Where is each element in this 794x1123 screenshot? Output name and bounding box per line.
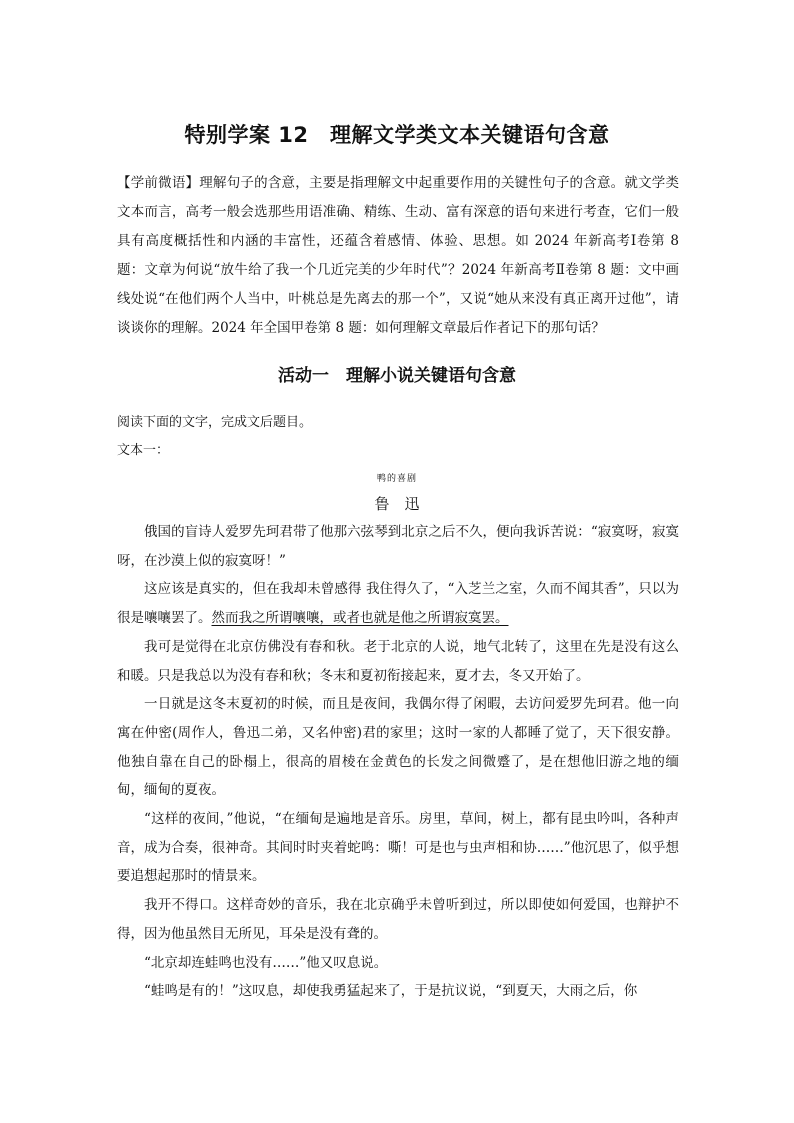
paragraph-text: 这应该是真实的，但在我却未曾感得 我住得久了，“入芝兰之室，久而不闻其香”，只以为很是嚷嚷罢了。 bbox=[117, 581, 679, 627]
underlined-sentence: 然而我之所谓嚷嚷，或者也就是他之所谓寂寞罢。 bbox=[211, 610, 509, 627]
page-title: 特别学案 12 理解文学类文本关键语句含意 bbox=[184, 123, 610, 147]
article-paragraph: 我可是觉得在北京仿佛没有春和秋。老于北京的人说，地气北转了，这里在先是没有这么和暖。只是我总以为没有春和秋；冬末和夏初衔接起来，夏才去，冬又开始了。 bbox=[117, 638, 679, 684]
article-paragraph: “北京却连蛙鸣也没有……”他又叹息说。 bbox=[144, 954, 388, 971]
activity-heading: 活动一 理解小说关键语句含意 bbox=[278, 366, 516, 386]
article-paragraph: 一日就是这冬末夏初的时候，而且是夜间，我偶尔得了闲暇，去访问爱罗先珂君。他一向寓在仲密(周作人，鲁迅二弟，又名仲密)君的家里；这时一家的人都睡了觉了，天下很安静。他独自靠在自己的卧榻上，很高的眉棱在金黄色的长发之间微蹙了，是在想他旧游之地的缅甸，缅甸的夏夜。 bbox=[117, 696, 679, 799]
article-paragraph: 我开不得口。这样奇妙的音乐，我在北京确乎未曾听到过，所以即使如何爱国，也辩护不得，因为他虽然目无所见，耳朵是没有聋的。 bbox=[117, 897, 679, 942]
article-author: 鲁 迅 bbox=[374, 495, 420, 513]
intro-text: 理解句子的含意，主要是指理解文中起重要作用的关键性句子的含意。就文学类文本而言，高考一般会选那些用语准确、精练、生动、富有深意的语句来进行考查，它们一般具有高度概括性和内涵的丰富性，还蕴含着感情、体验、思想。如 2024 年新高考Ⅰ卷第 8 题：文章为何说“放牛给了我一个几近完美的少年时代”？2024 年新高考Ⅱ卷第 8 题：文中画线处说“在他们两个人当中，叶桃总是先离去的那一个”，又说“她从来没有真正离开过他”，请谈谈你的理解。2024 年全国甲卷第 8 题：如何理解文章最后作者记下的那句话？ bbox=[117, 175, 680, 336]
article-title: 鸭的喜剧 bbox=[376, 474, 417, 484]
text-label: 文本一： bbox=[117, 443, 170, 458]
article-paragraph: 俄国的盲诗人爱罗先珂君带了他那六弦琴到北京之后不久，便向我诉苦说：“寂寞呀，寂寞呀，在沙漠上似的寂寞呀！” bbox=[117, 524, 679, 569]
intro-paragraph bbox=[117, 169, 679, 343]
article-paragraph bbox=[117, 575, 679, 632]
article-paragraph: “这样的夜间，”他说，“在缅甸是遍地是音乐。房里，草间，树上，都有昆虫吟叫，各种声音，成为合奏，很神奇。其间时时夹着蛇鸣：嘶！可是也与虫声相和协……”他沉思了，似乎想要追想起那时的情景来。 bbox=[117, 811, 679, 885]
article-body bbox=[117, 518, 679, 1006]
intro-label: 【学前微语】 bbox=[117, 175, 200, 191]
reading-instruction: 阅读下面的文字，完成文后题目。 bbox=[117, 415, 313, 430]
article-paragraph: “蛙鸣是有的！”这叹息，却使我勇猛起来了，于是抗议说，“到夏天，大雨之后，你 bbox=[144, 983, 638, 1000]
